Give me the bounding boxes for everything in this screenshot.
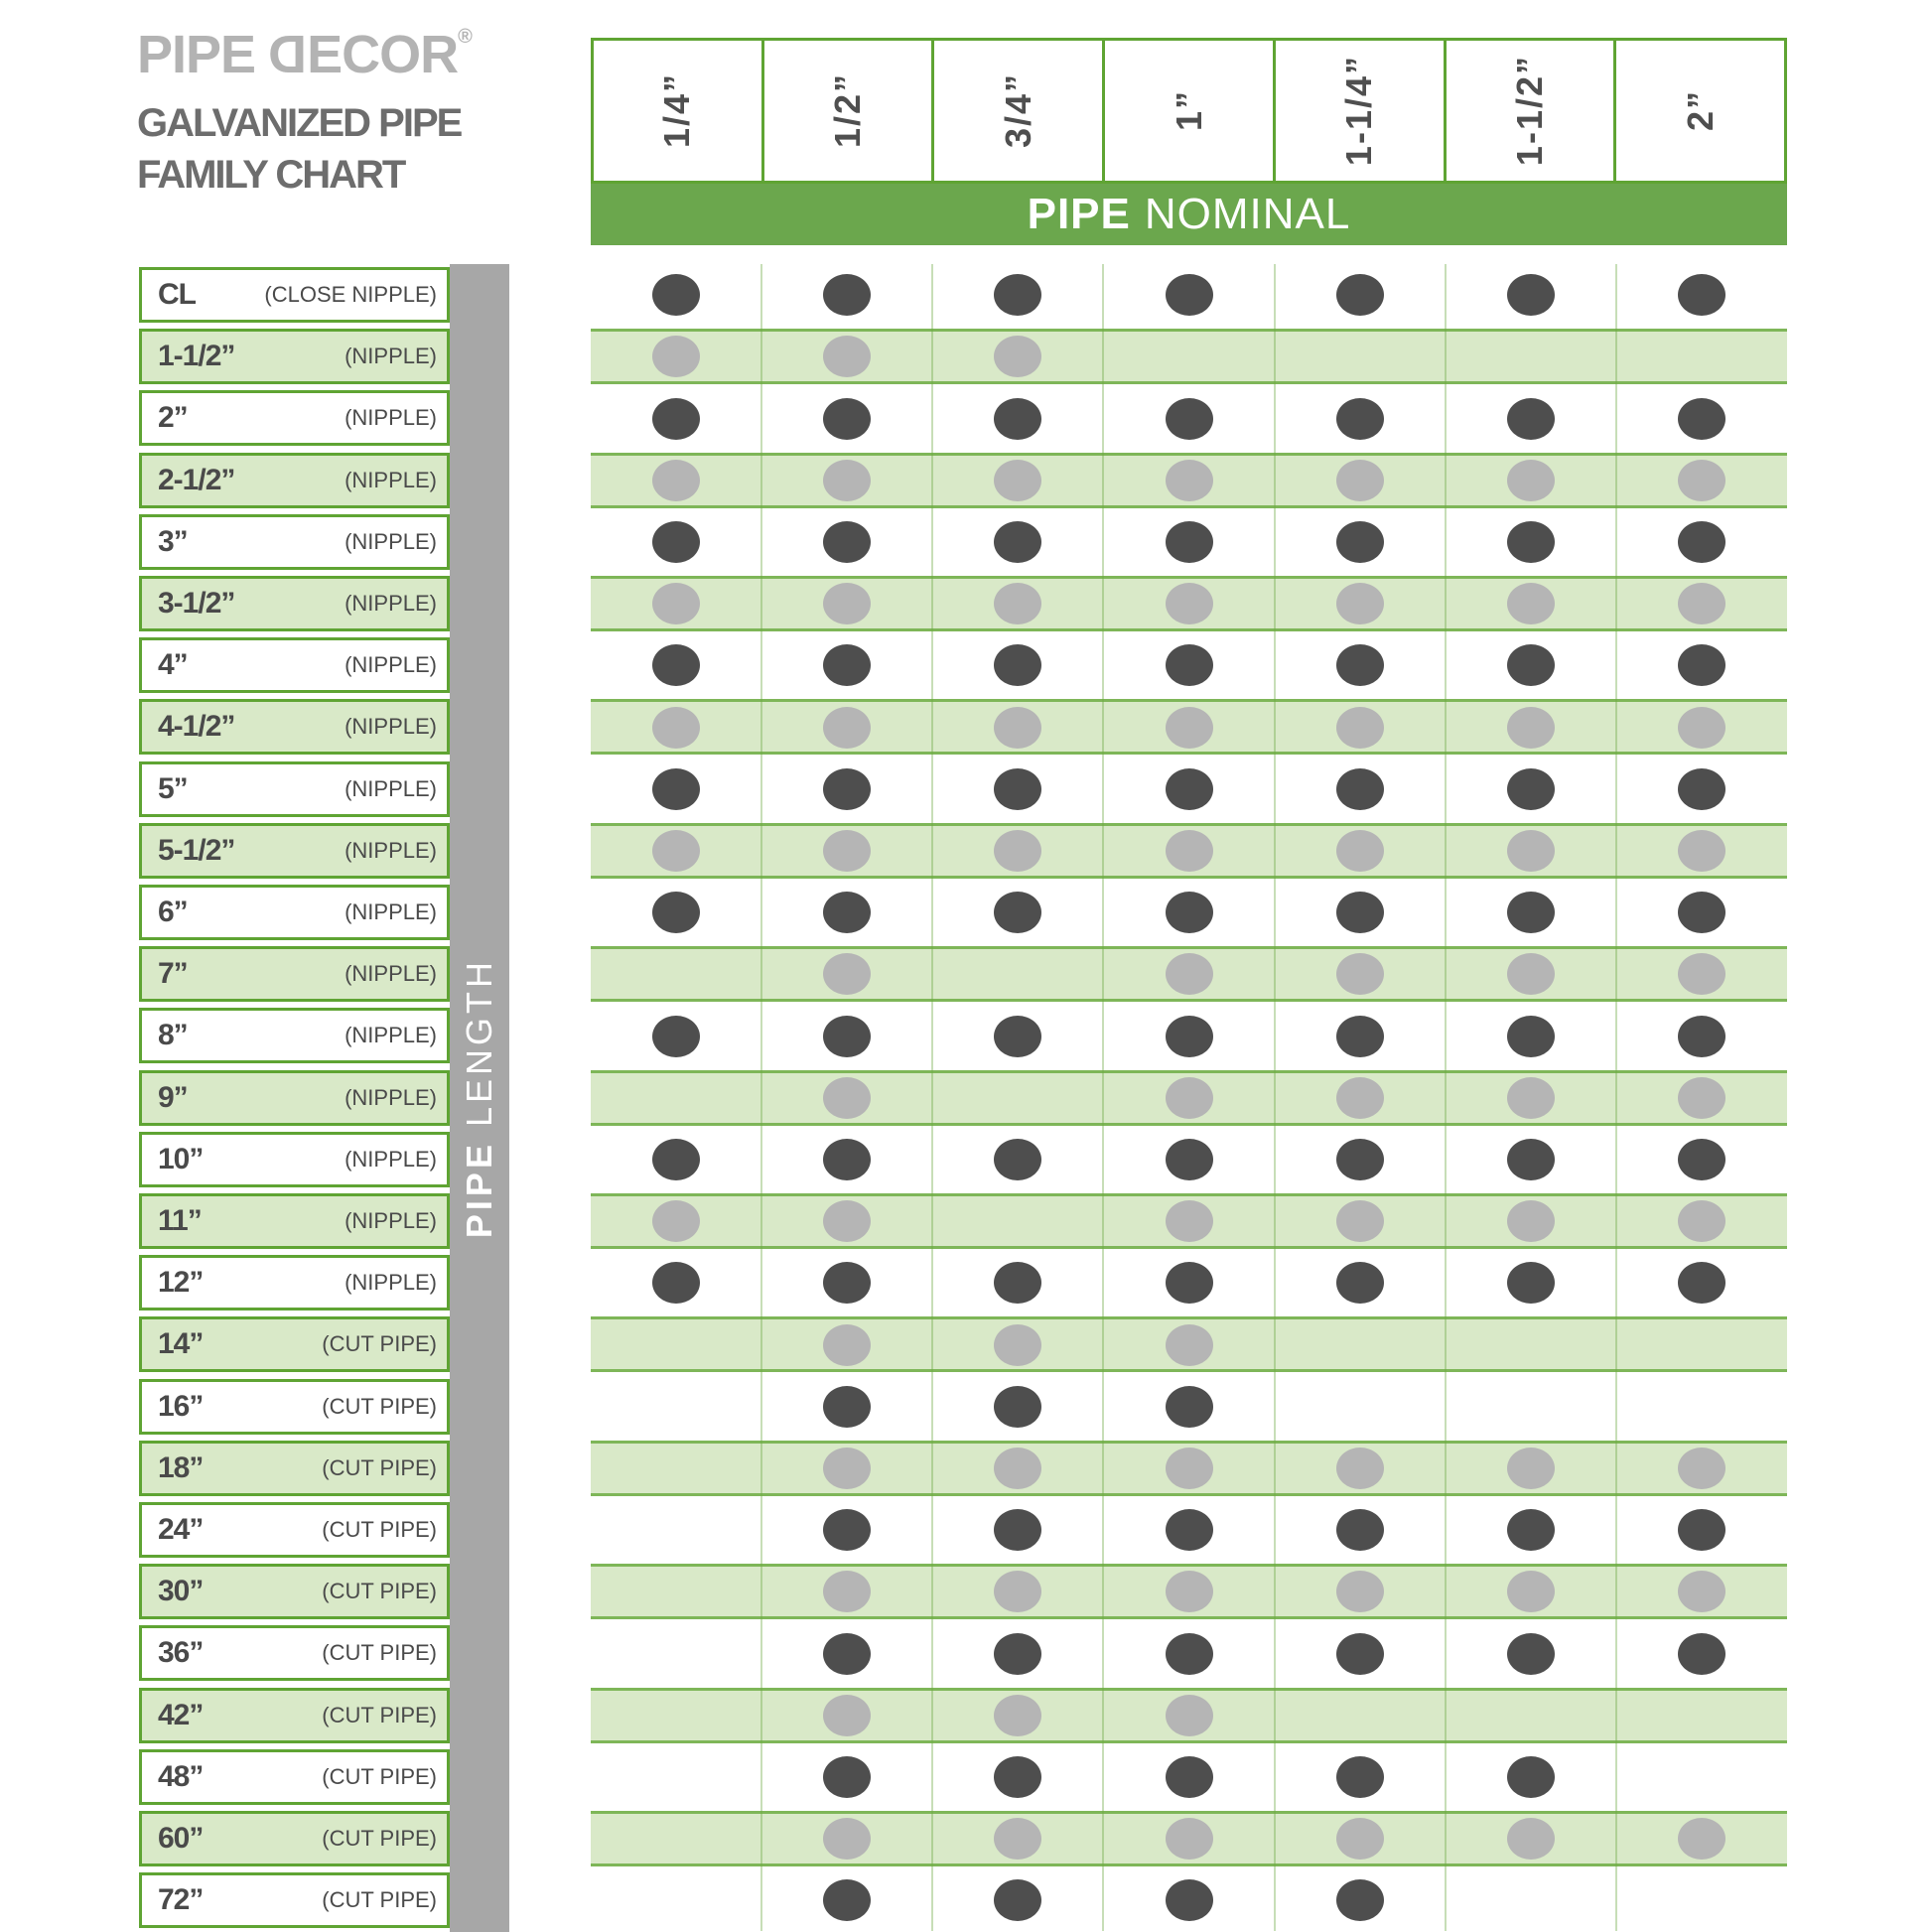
availability-dot bbox=[1166, 521, 1213, 563]
availability-dot bbox=[1166, 1386, 1213, 1428]
availability-dot bbox=[994, 398, 1041, 440]
row-label bbox=[139, 946, 450, 1002]
row-label bbox=[139, 514, 450, 570]
column-header-cell bbox=[594, 41, 761, 181]
availability-dot bbox=[652, 274, 700, 316]
availability-dot bbox=[1507, 1756, 1555, 1798]
availability-dot bbox=[1336, 1879, 1384, 1921]
availability-dot bbox=[994, 644, 1041, 686]
row-kind-label: (CUT PIPE) bbox=[322, 1826, 437, 1851]
row-kind-label: (NIPPLE) bbox=[345, 652, 437, 678]
registered-mark: ® bbox=[458, 26, 473, 48]
availability-dot bbox=[1336, 1077, 1384, 1119]
availability-dot bbox=[994, 707, 1041, 749]
row-kind-label: (NIPPLE) bbox=[345, 1208, 437, 1233]
row-kind-label: (NIPPLE) bbox=[345, 961, 437, 987]
availability-dot bbox=[994, 521, 1041, 563]
row-size-label: 5-1/2” bbox=[158, 833, 235, 867]
availability-dot bbox=[823, 1633, 871, 1675]
column-header-label: 1/2” bbox=[827, 72, 869, 149]
availability-dot bbox=[994, 1509, 1041, 1551]
row-kind-label: (NIPPLE) bbox=[345, 837, 437, 863]
row-label bbox=[139, 329, 450, 384]
availability-dot bbox=[652, 768, 700, 810]
availability-dot bbox=[994, 1324, 1041, 1366]
availability-dot bbox=[1166, 583, 1213, 624]
availability-dot bbox=[994, 1016, 1041, 1057]
availability-dot bbox=[1678, 953, 1725, 995]
availability-dot bbox=[1678, 707, 1725, 749]
column-divider bbox=[931, 264, 933, 1931]
brand-text-suffix: ECOR bbox=[307, 25, 459, 84]
row-label bbox=[139, 1811, 450, 1866]
row-kind-label: (CUT PIPE) bbox=[322, 1331, 437, 1357]
availability-dot bbox=[1507, 1200, 1555, 1242]
column-header-label: 1/4” bbox=[656, 72, 698, 149]
row-size-label: 42” bbox=[158, 1698, 204, 1731]
availability-dot bbox=[652, 644, 700, 686]
availability-dot bbox=[652, 1200, 700, 1242]
row-label bbox=[139, 1625, 450, 1681]
row-label bbox=[139, 1379, 450, 1435]
availability-dot bbox=[823, 460, 871, 501]
row-kind-label: (NIPPLE) bbox=[345, 405, 437, 431]
pipe-length-label-regular: LENGTH bbox=[459, 957, 499, 1127]
availability-dot bbox=[1678, 1509, 1725, 1551]
row-label bbox=[139, 267, 450, 323]
availability-dot bbox=[823, 1448, 871, 1489]
availability-dot bbox=[1336, 953, 1384, 995]
availability-dot bbox=[1336, 1756, 1384, 1798]
availability-dot bbox=[1166, 1509, 1213, 1551]
row-label bbox=[139, 823, 450, 879]
row-size-label: 36” bbox=[158, 1636, 204, 1670]
availability-dot bbox=[1678, 892, 1725, 933]
row-kind-label: (NIPPLE) bbox=[345, 899, 437, 924]
availability-dot bbox=[1166, 1139, 1213, 1180]
row-label bbox=[139, 576, 450, 631]
availability-dot bbox=[1678, 1818, 1725, 1860]
column-divider bbox=[1274, 264, 1276, 1931]
row-label bbox=[139, 1070, 450, 1126]
availability-dot bbox=[652, 1139, 700, 1180]
availability-dot bbox=[823, 1262, 871, 1304]
row-label bbox=[139, 1749, 450, 1805]
row-label bbox=[139, 1255, 450, 1311]
availability-dot bbox=[1166, 274, 1213, 316]
row-kind-label: (CUT PIPE) bbox=[322, 1579, 437, 1604]
availability-dot bbox=[823, 1077, 871, 1119]
availability-dot bbox=[652, 460, 700, 501]
availability-dot bbox=[823, 892, 871, 933]
availability-dot bbox=[1507, 892, 1555, 933]
row-kind-label: (CUT PIPE) bbox=[322, 1887, 437, 1913]
availability-dot bbox=[994, 1633, 1041, 1675]
row-size-label: 48” bbox=[158, 1759, 204, 1793]
column-header-cell bbox=[934, 41, 1102, 181]
availability-dot bbox=[1336, 892, 1384, 933]
column-divider bbox=[1615, 264, 1617, 1931]
row-size-label: 3-1/2” bbox=[158, 587, 235, 620]
row-size-label: 10” bbox=[158, 1142, 204, 1175]
availability-dot bbox=[1166, 1262, 1213, 1304]
row-size-label: 3” bbox=[158, 524, 188, 558]
column-divider bbox=[760, 264, 762, 1931]
pipe-nominal-label-regular: NOMINAL bbox=[1144, 190, 1351, 238]
row-size-label: 1-1/2” bbox=[158, 340, 235, 373]
availability-dot bbox=[1336, 460, 1384, 501]
column-header-label: 1-1/2” bbox=[1508, 55, 1550, 167]
availability-dot bbox=[1336, 1016, 1384, 1057]
availability-dot bbox=[823, 1818, 871, 1860]
availability-dot bbox=[994, 460, 1041, 501]
row-size-label: 18” bbox=[158, 1450, 204, 1484]
column-header-label: 2” bbox=[1679, 89, 1721, 132]
row-size-label: 72” bbox=[158, 1883, 204, 1917]
availability-dot bbox=[823, 1386, 871, 1428]
availability-dot bbox=[1678, 1448, 1725, 1489]
availability-grid bbox=[591, 264, 1787, 1932]
availability-dot bbox=[994, 1695, 1041, 1736]
availability-dot bbox=[1166, 1756, 1213, 1798]
row-size-label: 24” bbox=[158, 1513, 204, 1546]
row-highlight-band bbox=[591, 329, 1787, 384]
availability-dot bbox=[652, 1016, 700, 1057]
row-label bbox=[139, 637, 450, 693]
availability-dot bbox=[652, 398, 700, 440]
pipe-length-label bbox=[459, 958, 500, 1238]
availability-dot bbox=[823, 830, 871, 872]
availability-dot bbox=[1166, 1077, 1213, 1119]
availability-dot bbox=[1507, 274, 1555, 316]
availability-dot bbox=[1678, 644, 1725, 686]
availability-dot bbox=[823, 1139, 871, 1180]
column-divider bbox=[1445, 264, 1447, 1931]
availability-dot bbox=[1166, 1200, 1213, 1242]
row-size-label: 60” bbox=[158, 1822, 204, 1855]
row-label bbox=[139, 1441, 450, 1496]
row-size-label: 11” bbox=[158, 1204, 202, 1237]
availability-dot bbox=[1336, 644, 1384, 686]
availability-dot bbox=[994, 1879, 1041, 1921]
availability-dot bbox=[1166, 1016, 1213, 1057]
row-size-label: 7” bbox=[158, 957, 188, 991]
availability-dot bbox=[1166, 707, 1213, 749]
availability-dot bbox=[1336, 1139, 1384, 1180]
availability-dot bbox=[823, 1200, 871, 1242]
page-title-line2: FAMILY CHART bbox=[137, 153, 405, 197]
brand-logo bbox=[137, 24, 494, 85]
availability-dot bbox=[1678, 1200, 1725, 1242]
row-kind-label: (NIPPLE) bbox=[345, 775, 437, 801]
row-kind-label: (NIPPLE) bbox=[345, 1084, 437, 1110]
row-size-label: CL bbox=[158, 278, 196, 311]
availability-dot bbox=[994, 1756, 1041, 1798]
row-label bbox=[139, 1316, 450, 1372]
availability-dot bbox=[1166, 1571, 1213, 1612]
column-header-cell bbox=[1616, 41, 1784, 181]
availability-dot bbox=[823, 1016, 871, 1057]
availability-dot bbox=[1507, 1139, 1555, 1180]
availability-dot bbox=[1166, 460, 1213, 501]
availability-dot bbox=[994, 892, 1041, 933]
availability-dot bbox=[1678, 398, 1725, 440]
row-label bbox=[139, 390, 450, 446]
row-label bbox=[139, 1872, 450, 1928]
availability-dot bbox=[1336, 1818, 1384, 1860]
row-kind-label: (CUT PIPE) bbox=[322, 1763, 437, 1789]
availability-dot bbox=[1678, 768, 1725, 810]
pipe-nominal-bar bbox=[591, 184, 1787, 245]
row-kind-label: (NIPPLE) bbox=[345, 1023, 437, 1048]
availability-dot bbox=[823, 644, 871, 686]
availability-dot bbox=[1336, 768, 1384, 810]
availability-dot bbox=[1507, 1509, 1555, 1551]
row-size-label: 30” bbox=[158, 1575, 204, 1608]
availability-dot bbox=[994, 830, 1041, 872]
row-kind-label: (CLOSE NIPPLE) bbox=[264, 282, 437, 307]
availability-dot bbox=[1336, 707, 1384, 749]
availability-dot bbox=[1678, 1571, 1725, 1612]
availability-dot bbox=[994, 1448, 1041, 1489]
availability-dot bbox=[823, 583, 871, 624]
availability-dot bbox=[1507, 953, 1555, 995]
availability-dot bbox=[652, 830, 700, 872]
availability-dot bbox=[1166, 1448, 1213, 1489]
row-kind-label: (CUT PIPE) bbox=[322, 1454, 437, 1480]
row-label bbox=[139, 885, 450, 940]
availability-dot bbox=[1678, 1262, 1725, 1304]
availability-dot bbox=[1336, 274, 1384, 316]
availability-dot bbox=[823, 1509, 871, 1551]
availability-dot bbox=[1507, 1262, 1555, 1304]
row-label bbox=[139, 1193, 450, 1249]
row-size-label: 4” bbox=[158, 648, 188, 682]
availability-dot bbox=[1336, 521, 1384, 563]
availability-dot bbox=[823, 398, 871, 440]
availability-dot bbox=[1678, 1016, 1725, 1057]
column-header-label: 1” bbox=[1168, 89, 1209, 132]
page-title bbox=[137, 97, 494, 201]
row-size-label: 12” bbox=[158, 1266, 204, 1300]
availability-dot bbox=[1166, 892, 1213, 933]
column-divider bbox=[1102, 264, 1104, 1931]
availability-dot bbox=[1678, 274, 1725, 316]
availability-dot bbox=[1507, 398, 1555, 440]
row-kind-label: (CUT PIPE) bbox=[322, 1702, 437, 1727]
row-size-label: 2” bbox=[158, 401, 188, 435]
availability-dot bbox=[1678, 583, 1725, 624]
availability-dot bbox=[652, 521, 700, 563]
row-size-label: 5” bbox=[158, 771, 188, 805]
availability-dot bbox=[1336, 830, 1384, 872]
row-label bbox=[139, 699, 450, 755]
availability-dot bbox=[1678, 830, 1725, 872]
pipe-length-bar bbox=[450, 264, 509, 1932]
availability-dot bbox=[1166, 830, 1213, 872]
availability-dot bbox=[994, 1386, 1041, 1428]
availability-dot bbox=[1166, 1695, 1213, 1736]
column-header-cell bbox=[1276, 41, 1444, 181]
availability-dot bbox=[1507, 1016, 1555, 1057]
pipe-nominal-label-bold: PIPE bbox=[1027, 190, 1131, 238]
availability-dot bbox=[1678, 1139, 1725, 1180]
availability-dot bbox=[1166, 1633, 1213, 1675]
row-label bbox=[139, 1502, 450, 1558]
row-label bbox=[139, 1564, 450, 1619]
column-header-cell bbox=[764, 41, 932, 181]
availability-dot bbox=[1166, 1324, 1213, 1366]
availability-dot bbox=[1507, 707, 1555, 749]
availability-dot bbox=[1507, 644, 1555, 686]
column-header-cell bbox=[1105, 41, 1273, 181]
availability-dot bbox=[1166, 644, 1213, 686]
row-size-label: 16” bbox=[158, 1389, 204, 1423]
header-columns bbox=[591, 38, 1787, 184]
availability-dot bbox=[823, 768, 871, 810]
brand-flipped-d: D bbox=[269, 25, 308, 84]
availability-dot bbox=[1507, 830, 1555, 872]
availability-dot bbox=[823, 521, 871, 563]
availability-dot bbox=[1336, 1509, 1384, 1551]
availability-dot bbox=[994, 1139, 1041, 1180]
row-kind-label: (CUT PIPE) bbox=[322, 1517, 437, 1542]
row-label bbox=[139, 761, 450, 817]
availability-dot bbox=[1507, 1077, 1555, 1119]
availability-dot bbox=[1166, 398, 1213, 440]
availability-dot bbox=[1678, 1077, 1725, 1119]
availability-dot bbox=[652, 583, 700, 624]
availability-dot bbox=[1166, 953, 1213, 995]
availability-dot bbox=[1166, 1879, 1213, 1921]
row-size-label: 6” bbox=[158, 896, 188, 928]
row-kind-label: (CUT PIPE) bbox=[322, 1640, 437, 1666]
availability-dot bbox=[1336, 1633, 1384, 1675]
availability-dot bbox=[1507, 1571, 1555, 1612]
availability-dot bbox=[994, 274, 1041, 316]
row-size-label: 14” bbox=[158, 1327, 204, 1361]
row-kind-label: (CUT PIPE) bbox=[322, 1393, 437, 1419]
row-size-label: 4-1/2” bbox=[158, 710, 235, 744]
row-kind-label: (NIPPLE) bbox=[345, 1270, 437, 1296]
availability-dot bbox=[1678, 521, 1725, 563]
brand-text-prefix: PIPE bbox=[137, 25, 270, 84]
availability-dot bbox=[1507, 768, 1555, 810]
availability-dot bbox=[652, 1262, 700, 1304]
availability-dot bbox=[823, 1756, 871, 1798]
row-label bbox=[139, 1008, 450, 1063]
logo-block bbox=[137, 24, 494, 201]
column-header-label: 3/4” bbox=[997, 72, 1038, 149]
availability-dot bbox=[1166, 1818, 1213, 1860]
row-label-column bbox=[139, 264, 450, 1932]
availability-dot bbox=[1507, 521, 1555, 563]
availability-dot bbox=[1678, 460, 1725, 501]
availability-dot bbox=[1336, 1262, 1384, 1304]
availability-dot bbox=[823, 1695, 871, 1736]
row-size-label: 2-1/2” bbox=[158, 463, 235, 496]
availability-dot bbox=[1336, 398, 1384, 440]
row-label bbox=[139, 1688, 450, 1743]
column-header-cell bbox=[1447, 41, 1614, 181]
availability-dot bbox=[1507, 1448, 1555, 1489]
availability-dot bbox=[652, 707, 700, 749]
availability-dot bbox=[1507, 1633, 1555, 1675]
row-kind-label: (NIPPLE) bbox=[345, 1146, 437, 1172]
availability-dot bbox=[823, 707, 871, 749]
pipe-length-label-bold: PIPE bbox=[459, 1126, 499, 1239]
row-size-label: 8” bbox=[158, 1019, 188, 1052]
availability-dot bbox=[994, 1262, 1041, 1304]
availability-dot bbox=[1507, 1818, 1555, 1860]
availability-dot bbox=[1678, 1633, 1725, 1675]
availability-dot bbox=[823, 1879, 871, 1921]
page-title-line1: GALVANIZED PIPE bbox=[137, 101, 462, 145]
row-kind-label: (NIPPLE) bbox=[345, 714, 437, 740]
row-size-label: 9” bbox=[158, 1080, 188, 1114]
availability-dot bbox=[823, 1324, 871, 1366]
availability-dot bbox=[1166, 768, 1213, 810]
availability-dot bbox=[823, 274, 871, 316]
row-kind-label: (NIPPLE) bbox=[345, 528, 437, 554]
row-label bbox=[139, 453, 450, 508]
row-kind-label: (NIPPLE) bbox=[345, 591, 437, 616]
availability-dot bbox=[652, 892, 700, 933]
row-kind-label: (NIPPLE) bbox=[345, 467, 437, 492]
availability-dot bbox=[1336, 583, 1384, 624]
availability-dot bbox=[1336, 1200, 1384, 1242]
column-header-label: 1-1/4” bbox=[1338, 55, 1380, 167]
row-kind-label: (NIPPLE) bbox=[345, 344, 437, 369]
availability-dot bbox=[1336, 1571, 1384, 1612]
availability-dot bbox=[1507, 460, 1555, 501]
availability-dot bbox=[994, 768, 1041, 810]
availability-dot bbox=[1336, 1448, 1384, 1489]
row-label bbox=[139, 1132, 450, 1187]
availability-dot bbox=[1507, 583, 1555, 624]
